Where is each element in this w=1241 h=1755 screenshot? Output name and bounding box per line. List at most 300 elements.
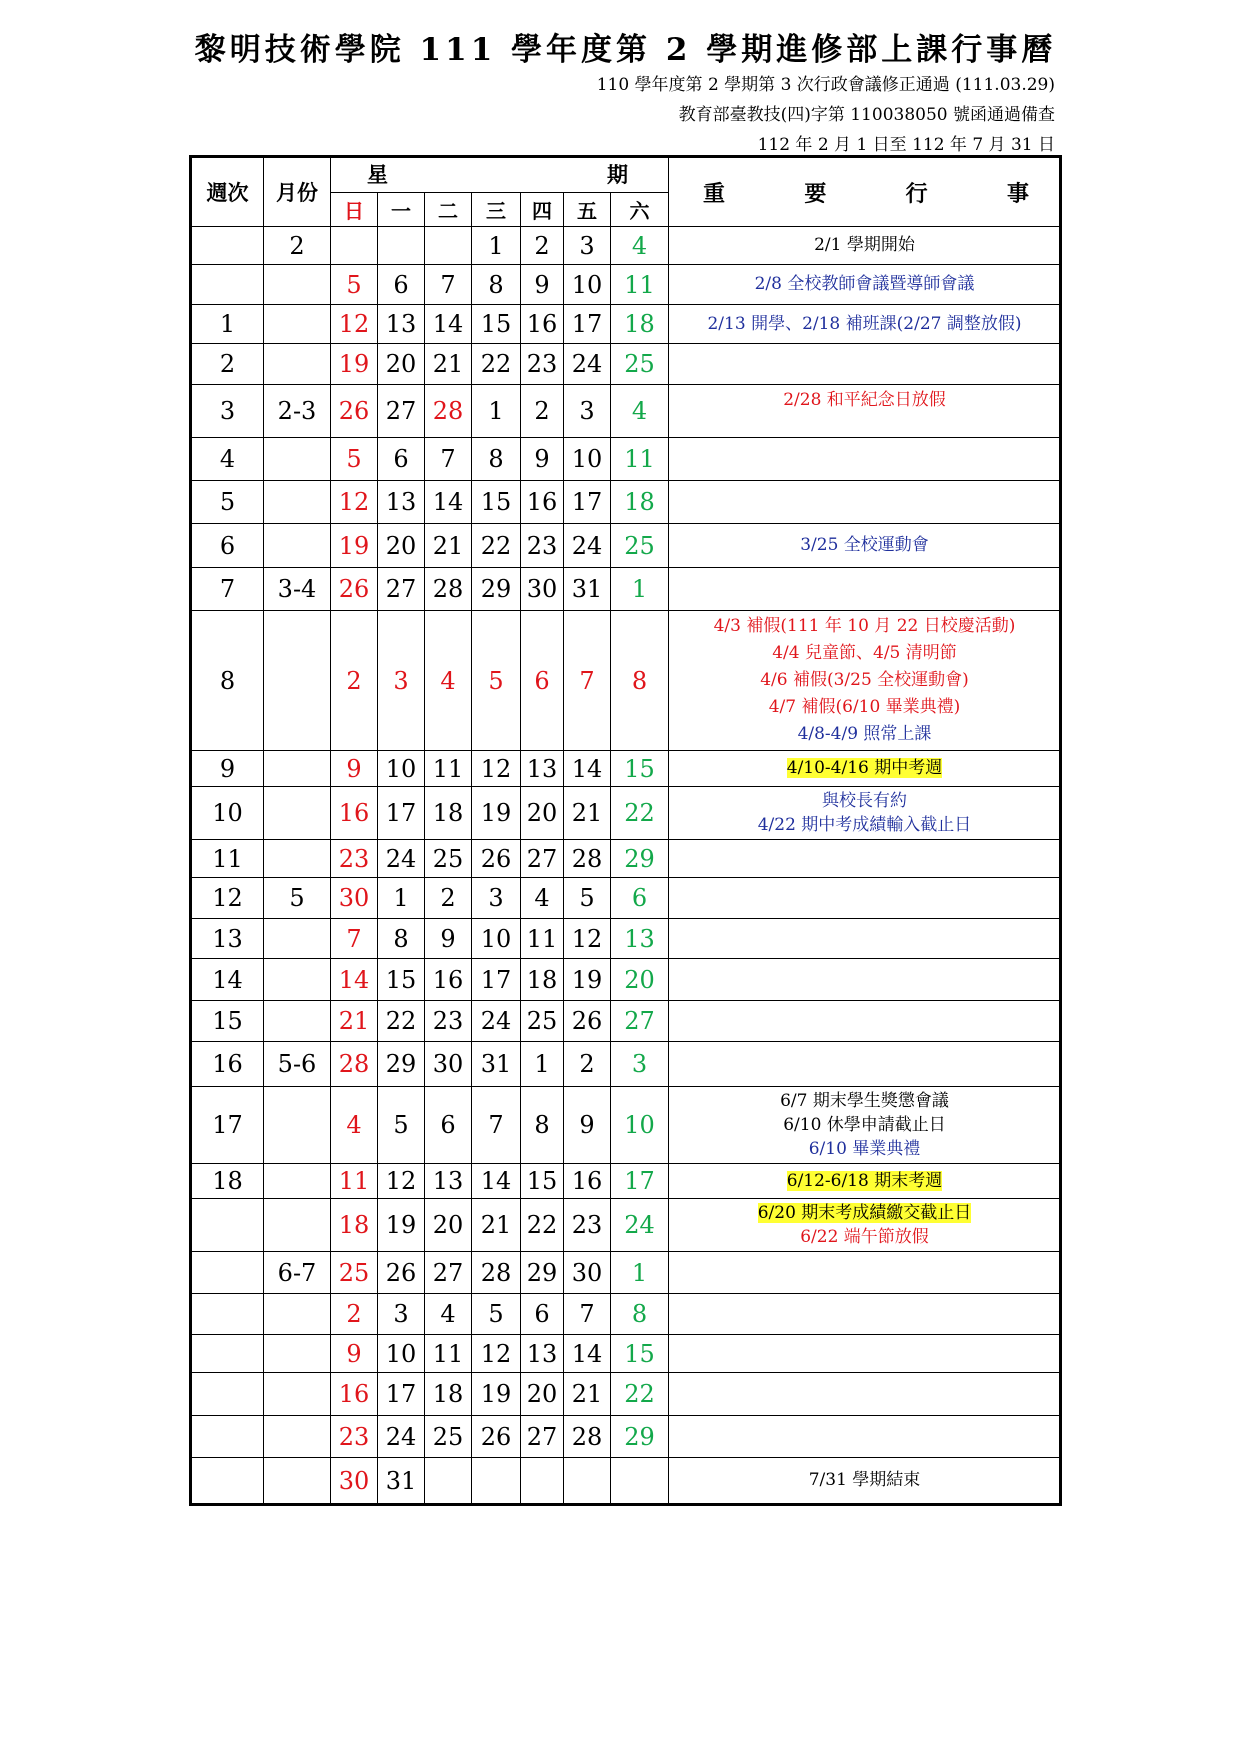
date-cell-sat: 20 xyxy=(611,959,669,1001)
calendar-row xyxy=(191,1042,1061,1087)
date-cell-sun: 16 xyxy=(331,1373,378,1416)
date-cell-fri: 2 xyxy=(564,1042,611,1087)
date-cell-tue: 23 xyxy=(425,1001,472,1042)
week-number: 12 xyxy=(191,878,264,919)
date-cell-wed: 1 xyxy=(472,227,521,265)
date-cell-fri: 14 xyxy=(564,751,611,787)
events-column-header xyxy=(669,157,1061,227)
event-item xyxy=(673,311,1056,338)
date-cell-fri: 21 xyxy=(564,787,611,840)
month-label: 6-7 xyxy=(264,1252,331,1294)
calendar-row xyxy=(191,840,1061,878)
date-cell-wed: 22 xyxy=(472,524,521,568)
events-cell xyxy=(669,568,1061,611)
events-cell xyxy=(669,1335,1061,1373)
date-cell-mon: 26 xyxy=(378,1252,425,1294)
event-text: 7/31 學期結束 xyxy=(808,1470,921,1490)
date-cell-sat: 22 xyxy=(611,787,669,840)
events-cell xyxy=(669,959,1061,1001)
events-cell xyxy=(669,524,1061,568)
week-number: 17 xyxy=(191,1087,264,1164)
calendar-row xyxy=(191,959,1061,1001)
date-cell-thu: 23 xyxy=(521,344,564,385)
calendar-row xyxy=(191,524,1061,568)
date-cell-thu: 1 xyxy=(521,1042,564,1087)
date-cell-mon: 20 xyxy=(378,524,425,568)
date-cell-mon: 24 xyxy=(378,1416,425,1458)
week-number: 4 xyxy=(191,438,264,481)
date-cell-tue: 21 xyxy=(425,524,472,568)
event-item xyxy=(673,271,1056,298)
week-number: 16 xyxy=(191,1042,264,1087)
month-label xyxy=(264,959,331,1001)
date-cell-thu: 2 xyxy=(521,227,564,265)
date-cell-sun: 26 xyxy=(331,385,378,438)
date-cell-sat: 25 xyxy=(611,344,669,385)
date-cell-sat: 25 xyxy=(611,524,669,568)
events-cell xyxy=(669,438,1061,481)
date-cell-mon: 15 xyxy=(378,959,425,1001)
date-cell-thu: 9 xyxy=(521,438,564,481)
date-cell-tue: 7 xyxy=(425,438,472,481)
week-number xyxy=(191,265,264,305)
date-cell-fri: 17 xyxy=(564,481,611,524)
events-cell xyxy=(669,385,1061,438)
week-number xyxy=(191,1199,264,1252)
date-cell-mon: 3 xyxy=(378,611,425,751)
event-item xyxy=(673,1089,1056,1113)
calendar-row xyxy=(191,919,1061,959)
event-item xyxy=(673,1201,1056,1225)
month-label xyxy=(264,787,331,840)
date-cell-mon: 12 xyxy=(378,1164,425,1199)
calendar-row xyxy=(191,438,1061,481)
date-cell-sun: 18 xyxy=(331,1199,378,1252)
date-cell-fri: 3 xyxy=(564,385,611,438)
calendar-row xyxy=(191,305,1061,344)
date-cell-tue: 27 xyxy=(425,1252,472,1294)
date-cell-sat: 22 xyxy=(611,1373,669,1416)
date-cell-sun: 16 xyxy=(331,787,378,840)
date-cell-tue xyxy=(425,1458,472,1505)
event-item xyxy=(673,640,1056,667)
events-cell xyxy=(669,1294,1061,1335)
date-cell-tue: 28 xyxy=(425,568,472,611)
date-cell-mon: 24 xyxy=(378,840,425,878)
date-cell-thu: 20 xyxy=(521,787,564,840)
events-cell xyxy=(669,1001,1061,1042)
date-cell-thu: 23 xyxy=(521,524,564,568)
date-cell-sun: 26 xyxy=(331,568,378,611)
events-cell xyxy=(669,611,1061,751)
week-number: 15 xyxy=(191,1001,264,1042)
date-cell-fri: 7 xyxy=(564,1294,611,1335)
date-cell-sat: 8 xyxy=(611,611,669,751)
date-cell-mon: 6 xyxy=(378,265,425,305)
event-text: 2/8 全校教師會議暨導師會議 xyxy=(754,274,975,294)
date-cell-tue xyxy=(425,227,472,265)
week-number: 1 xyxy=(191,305,264,344)
date-cell-sun: 2 xyxy=(331,1294,378,1335)
event-text: 6/10 畢業典禮 xyxy=(808,1139,921,1159)
date-cell-mon: 8 xyxy=(378,919,425,959)
date-cell-thu: 13 xyxy=(521,1335,564,1373)
date-cell-wed: 8 xyxy=(472,438,521,481)
date-cell-thu: 15 xyxy=(521,1164,564,1199)
calendar-row xyxy=(191,787,1061,840)
weekday-thu: 四 xyxy=(521,193,564,227)
date-cell-mon: 13 xyxy=(378,305,425,344)
highlighted-event-text: 6/12-6/18 期末考週 xyxy=(786,1170,943,1191)
calendar-row xyxy=(191,1252,1061,1294)
date-cell-sat: 18 xyxy=(611,305,669,344)
date-cell-sat: 10 xyxy=(611,1087,669,1164)
date-cell-sun: 30 xyxy=(331,878,378,919)
calendar-row xyxy=(191,1087,1061,1164)
calendar-row xyxy=(191,1164,1061,1199)
date-cell-tue: 30 xyxy=(425,1042,472,1087)
week-number: 2 xyxy=(191,344,264,385)
event-text: 4/22 期中考成績輸入截止日 xyxy=(757,815,972,835)
date-cell-mon: 19 xyxy=(378,1199,425,1252)
date-cell-wed: 19 xyxy=(472,1373,521,1416)
date-cell-sun: 12 xyxy=(331,481,378,524)
month-label xyxy=(264,1164,331,1199)
week-number: 14 xyxy=(191,959,264,1001)
date-cell-thu: 11 xyxy=(521,919,564,959)
month-label: 3-4 xyxy=(264,568,331,611)
weekday-wed: 三 xyxy=(472,193,521,227)
date-cell-tue: 20 xyxy=(425,1199,472,1252)
date-cell-mon: 13 xyxy=(378,481,425,524)
week-column-header: 週次 xyxy=(191,157,264,227)
date-cell-tue: 11 xyxy=(425,1335,472,1373)
weekday-fri: 五 xyxy=(564,193,611,227)
month-column-header: 月份 xyxy=(264,157,331,227)
date-cell-thu: 4 xyxy=(521,878,564,919)
date-cell-wed: 7 xyxy=(472,1087,521,1164)
week-number: 18 xyxy=(191,1164,264,1199)
month-label xyxy=(264,305,331,344)
date-cell-sun: 7 xyxy=(331,919,378,959)
date-cell-sun: 21 xyxy=(331,1001,378,1042)
date-cell-wed: 3 xyxy=(472,878,521,919)
date-cell-mon: 10 xyxy=(378,751,425,787)
event-item xyxy=(673,694,1056,721)
week-number: 13 xyxy=(191,919,264,959)
weekday-tue: 二 xyxy=(425,193,472,227)
date-cell-sat: 6 xyxy=(611,878,669,919)
date-cell-mon: 29 xyxy=(378,1042,425,1087)
date-cell-tue: 11 xyxy=(425,751,472,787)
date-cell-wed: 5 xyxy=(472,611,521,751)
date-cell-wed: 15 xyxy=(472,481,521,524)
date-cell-sun: 19 xyxy=(331,344,378,385)
date-cell-tue: 18 xyxy=(425,787,472,840)
events-cell xyxy=(669,344,1061,385)
events-cell xyxy=(669,919,1061,959)
event-text: 2/28 和平紀念日放假 xyxy=(783,390,946,410)
week-number xyxy=(191,227,264,265)
date-cell-sat: 18 xyxy=(611,481,669,524)
date-cell-wed xyxy=(472,1458,521,1505)
date-cell-thu: 8 xyxy=(521,1087,564,1164)
date-cell-sun: 4 xyxy=(331,1087,378,1164)
event-text: 6/10 休學申請截止日 xyxy=(783,1115,946,1135)
events-cell xyxy=(669,1458,1061,1505)
event-text: 3/25 全校運動會 xyxy=(800,535,929,555)
calendar-row xyxy=(191,385,1061,438)
date-cell-wed: 31 xyxy=(472,1042,521,1087)
date-cell-mon: 22 xyxy=(378,1001,425,1042)
calendar-row xyxy=(191,265,1061,305)
date-cell-fri: 7 xyxy=(564,611,611,751)
date-cell-thu: 2 xyxy=(521,385,564,438)
date-cell-fri: 28 xyxy=(564,1416,611,1458)
date-cell-wed: 26 xyxy=(472,840,521,878)
event-item xyxy=(673,1467,1056,1494)
date-cell-tue: 14 xyxy=(425,481,472,524)
events-cell xyxy=(669,787,1061,840)
calendar-row xyxy=(191,227,1061,265)
date-cell-thu: 20 xyxy=(521,1373,564,1416)
month-label xyxy=(264,1087,331,1164)
date-cell-mon: 1 xyxy=(378,878,425,919)
date-cell-thu: 22 xyxy=(521,1199,564,1252)
date-cell-thu: 29 xyxy=(521,1252,564,1294)
ministry-approval-note: 教育部臺教技(四)字第 110038050 號函通過備查 xyxy=(678,105,1055,125)
date-cell-fri: 30 xyxy=(564,1252,611,1294)
date-cell-tue: 16 xyxy=(425,959,472,1001)
date-cell-tue: 9 xyxy=(425,919,472,959)
date-cell-fri: 3 xyxy=(564,227,611,265)
event-text: 2/13 開學、2/18 補班課(2/27 調整放假) xyxy=(707,313,1022,334)
month-label: 2 xyxy=(264,227,331,265)
date-cell-wed: 15 xyxy=(472,305,521,344)
date-cell-thu: 25 xyxy=(521,1001,564,1042)
events-head-char: 要 xyxy=(804,180,827,207)
date-cell-sat: 1 xyxy=(611,1252,669,1294)
date-cell-sun: 5 xyxy=(331,438,378,481)
date-cell-sat: 15 xyxy=(611,751,669,787)
week-number: 10 xyxy=(191,787,264,840)
event-text: 2/1 學期開始 xyxy=(814,235,915,255)
events-cell xyxy=(669,1042,1061,1087)
event-text: 4/6 補假(3/25 全校運動會) xyxy=(760,670,969,690)
event-item xyxy=(673,755,1056,782)
date-cell-sat: 3 xyxy=(611,1042,669,1087)
date-cell-mon: 3 xyxy=(378,1294,425,1335)
calendar-row xyxy=(191,568,1061,611)
events-cell xyxy=(669,1373,1061,1416)
event-text: 6/7 期末學生獎懲會議 xyxy=(780,1091,949,1111)
calendar-row xyxy=(191,751,1061,787)
date-cell-fri: 19 xyxy=(564,959,611,1001)
date-cell-fri: 23 xyxy=(564,1199,611,1252)
events-cell xyxy=(669,751,1061,787)
date-cell-tue: 6 xyxy=(425,1087,472,1164)
date-cell-mon: 5 xyxy=(378,1087,425,1164)
calendar-table xyxy=(189,155,1062,1506)
event-item xyxy=(673,1168,1056,1195)
events-head-char: 事 xyxy=(1006,180,1029,207)
date-cell-thu: 27 xyxy=(521,1416,564,1458)
header-row-1 xyxy=(191,157,1061,193)
event-item xyxy=(673,232,1056,259)
date-cell-tue: 14 xyxy=(425,305,472,344)
event-text: 4/3 補假(111 年 10 月 22 日校慶活動) xyxy=(713,616,1016,636)
events-cell xyxy=(669,1164,1061,1199)
week-number: 11 xyxy=(191,840,264,878)
events-cell xyxy=(669,481,1061,524)
date-cell-tue: 7 xyxy=(425,265,472,305)
calendar-body xyxy=(191,227,1061,1505)
date-cell-tue: 4 xyxy=(425,611,472,751)
month-label xyxy=(264,919,331,959)
date-cell-thu xyxy=(521,1458,564,1505)
date-cell-wed: 26 xyxy=(472,1416,521,1458)
date-cell-sat: 4 xyxy=(611,227,669,265)
date-cell-sun: 9 xyxy=(331,751,378,787)
week-number xyxy=(191,1335,264,1373)
date-cell-sat: 24 xyxy=(611,1199,669,1252)
event-text: 4/7 補假(6/10 畢業典禮) xyxy=(768,697,961,717)
event-item xyxy=(673,813,1056,837)
date-cell-tue: 2 xyxy=(425,878,472,919)
month-label: 5-6 xyxy=(264,1042,331,1087)
date-cell-tue: 28 xyxy=(425,385,472,438)
date-cell-thu: 16 xyxy=(521,481,564,524)
event-text: 4/4 兒童節、4/5 清明節 xyxy=(772,643,957,663)
date-cell-fri: 21 xyxy=(564,1373,611,1416)
events-cell xyxy=(669,265,1061,305)
week-number xyxy=(191,1294,264,1335)
date-cell-thu: 6 xyxy=(521,1294,564,1335)
date-cell-mon: 27 xyxy=(378,385,425,438)
week-number: 6 xyxy=(191,524,264,568)
date-cell-fri: 5 xyxy=(564,878,611,919)
month-label xyxy=(264,344,331,385)
date-cell-wed: 28 xyxy=(472,1252,521,1294)
month-label xyxy=(264,524,331,568)
date-cell-fri: 10 xyxy=(564,265,611,305)
month-label xyxy=(264,1458,331,1505)
date-cell-tue: 18 xyxy=(425,1373,472,1416)
highlighted-event-text: 4/10-4/16 期中考週 xyxy=(786,758,943,778)
date-cell-sun: 23 xyxy=(331,1416,378,1458)
event-text: 4/8-4/9 照常上課 xyxy=(797,724,932,744)
calendar-row xyxy=(191,611,1061,751)
month-label: 2-3 xyxy=(264,385,331,438)
events-cell xyxy=(669,227,1061,265)
week-number: 9 xyxy=(191,751,264,787)
date-cell-fri: 26 xyxy=(564,1001,611,1042)
date-cell-wed: 8 xyxy=(472,265,521,305)
event-item xyxy=(673,532,1056,559)
events-cell xyxy=(669,1416,1061,1458)
date-cell-wed: 19 xyxy=(472,787,521,840)
date-cell-thu: 6 xyxy=(521,611,564,751)
date-cell-wed: 29 xyxy=(472,568,521,611)
events-cell xyxy=(669,1252,1061,1294)
date-cell-sat: 15 xyxy=(611,1335,669,1373)
highlighted-event-text: 6/20 期末考成績繳交截止日 xyxy=(757,1203,972,1223)
calendar-row xyxy=(191,1416,1061,1458)
date-cell-fri: 16 xyxy=(564,1164,611,1199)
weekday-sat: 六 xyxy=(611,193,669,227)
event-item xyxy=(673,789,1056,813)
month-label xyxy=(264,840,331,878)
event-item xyxy=(673,1225,1056,1249)
date-cell-sat: 1 xyxy=(611,568,669,611)
event-item xyxy=(673,387,1056,414)
date-cell-sun: 11 xyxy=(331,1164,378,1199)
date-cell-wed: 10 xyxy=(472,919,521,959)
date-cell-sat: 17 xyxy=(611,1164,669,1199)
calendar-row xyxy=(191,344,1061,385)
page-title: 黎明技術學院 111 學年度第 2 學期進修部上課行事曆 xyxy=(194,32,1057,68)
month-label xyxy=(264,481,331,524)
month-label xyxy=(264,265,331,305)
date-cell-thu: 13 xyxy=(521,751,564,787)
date-cell-wed: 1 xyxy=(472,385,521,438)
date-cell-sun: 25 xyxy=(331,1252,378,1294)
date-cell-sun: 5 xyxy=(331,265,378,305)
date-cell-sun: 2 xyxy=(331,611,378,751)
date-cell-sat: 11 xyxy=(611,265,669,305)
date-cell-thu: 16 xyxy=(521,305,564,344)
date-cell-sat: 29 xyxy=(611,1416,669,1458)
events-cell xyxy=(669,878,1061,919)
date-cell-fri: 10 xyxy=(564,438,611,481)
event-item xyxy=(673,1137,1056,1161)
date-cell-tue: 25 xyxy=(425,1416,472,1458)
month-label xyxy=(264,1416,331,1458)
date-cell-wed: 17 xyxy=(472,959,521,1001)
date-cell-wed: 12 xyxy=(472,751,521,787)
calendar-row xyxy=(191,1199,1061,1252)
date-cell-fri: 24 xyxy=(564,344,611,385)
date-cell-sat xyxy=(611,1458,669,1505)
date-cell-thu: 9 xyxy=(521,265,564,305)
events-cell xyxy=(669,305,1061,344)
month-label xyxy=(264,438,331,481)
events-head-char: 行 xyxy=(905,180,928,207)
month-label: 5 xyxy=(264,878,331,919)
date-cell-mon: 20 xyxy=(378,344,425,385)
date-cell-mon: 17 xyxy=(378,1373,425,1416)
calendar-row xyxy=(191,1458,1061,1505)
date-cell-sat: 13 xyxy=(611,919,669,959)
date-cell-fri: 17 xyxy=(564,305,611,344)
date-cell-fri: 24 xyxy=(564,524,611,568)
date-cell-sat: 4 xyxy=(611,385,669,438)
calendar-row xyxy=(191,1294,1061,1335)
date-cell-fri: 14 xyxy=(564,1335,611,1373)
calendar-row xyxy=(191,1001,1061,1042)
event-text: 與校長有約 xyxy=(822,791,907,811)
date-cell-mon: 17 xyxy=(378,787,425,840)
weekday-sun: 日 xyxy=(331,193,378,227)
week-number xyxy=(191,1252,264,1294)
week-number xyxy=(191,1373,264,1416)
date-cell-wed: 5 xyxy=(472,1294,521,1335)
date-cell-fri: 31 xyxy=(564,568,611,611)
date-cell-wed: 14 xyxy=(472,1164,521,1199)
date-range: 112 年 2 月 1 日至 112 年 7 月 31 日 xyxy=(757,135,1055,155)
week-number: 8 xyxy=(191,611,264,751)
date-cell-sun: 14 xyxy=(331,959,378,1001)
